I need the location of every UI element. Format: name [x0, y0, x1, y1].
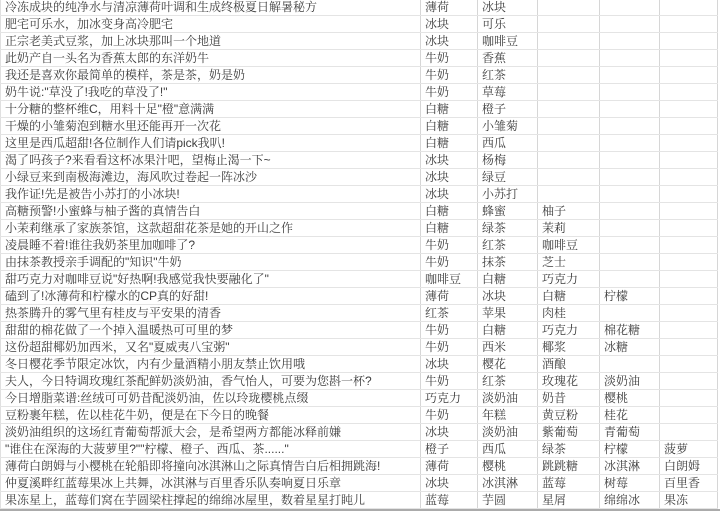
ingredient-cell-3[interactable]: [538, 152, 600, 168]
ingredient-cell-5[interactable]: [660, 237, 718, 253]
ingredient-cell-1[interactable]: 牛奶: [421, 237, 478, 253]
ingredient-cell-4[interactable]: [600, 101, 660, 117]
table-row: [0, 0, 718, 16]
table-row: [0, 16, 718, 33]
ingredient-cell-4[interactable]: [600, 169, 660, 185]
ingredient-cell-3[interactable]: 玫瑰花: [538, 373, 600, 389]
ingredient-cell-3[interactable]: 巧克力: [538, 322, 600, 338]
ingredient-cell-1[interactable]: 咖啡豆: [421, 271, 478, 287]
recipe-quote-cell[interactable]: 小茉莉继承了家族茶馆，这款超甜花茶是她的开山之作: [0, 220, 421, 236]
ingredient-cell-1[interactable]: 巧克力: [421, 390, 478, 406]
ingredient-cell-2[interactable]: 冰淇淋: [478, 475, 538, 491]
ingredient-cell-5[interactable]: [660, 67, 718, 83]
ingredient-cell-5[interactable]: 菠萝: [660, 441, 718, 457]
table-row: [0, 101, 718, 118]
ingredient-cell-2[interactable]: 西米: [478, 339, 538, 355]
ingredient-cell-2[interactable]: 草莓: [478, 84, 538, 100]
table-row: [0, 322, 718, 339]
ingredient-cell-4[interactable]: 冰糖: [600, 339, 660, 355]
ingredient-cell-4[interactable]: [600, 84, 660, 100]
ingredient-cell-4[interactable]: 棉花糖: [600, 322, 660, 338]
table-row: [0, 135, 718, 152]
ingredient-cell-3[interactable]: 酒酿: [538, 356, 600, 372]
recipe-quote-cell[interactable]: 夫人，今日特调玫瑰红茶配鲜奶淡奶油，香气怡人，可要为您斟一杯?: [0, 373, 421, 389]
ingredient-cell-3[interactable]: 椰浆: [538, 339, 600, 355]
table-row: [0, 475, 718, 492]
ingredient-cell-3[interactable]: 咖啡豆: [538, 237, 600, 253]
ingredient-cell-3[interactable]: [538, 33, 600, 49]
ingredient-cell-3[interactable]: [538, 118, 600, 134]
recipe-quote-cell[interactable]: 干燥的小雏菊泡到糖水里还能再开一次花: [0, 118, 421, 134]
ingredient-cell-5[interactable]: [660, 203, 718, 219]
ingredient-cell-1[interactable]: 冰块: [421, 152, 478, 168]
ingredient-cell-4[interactable]: 绵绵冰: [600, 492, 660, 508]
ingredient-cell-1[interactable]: 牛奶: [421, 322, 478, 338]
ingredient-cell-5[interactable]: [660, 169, 718, 185]
recipe-quote-cell[interactable]: 这份超甜椰奶加西米，又名"夏威夷八宝粥": [0, 339, 421, 355]
ingredient-cell-5[interactable]: [660, 356, 718, 372]
recipe-quote-cell[interactable]: 高糖预警!小蜜蜂与柚子酱的真情告白: [0, 203, 421, 219]
ingredient-cell-3[interactable]: 跳跳糖: [538, 458, 600, 474]
ingredient-cell-2[interactable]: 冰块: [478, 288, 538, 304]
ingredient-cell-2[interactable]: 咖啡豆: [478, 33, 538, 49]
ingredient-cell-3[interactable]: 芝士: [538, 254, 600, 270]
ingredient-cell-3[interactable]: [538, 0, 600, 15]
ingredient-cell-2[interactable]: 冰块: [478, 0, 538, 15]
table-row: [0, 186, 718, 203]
ingredient-cell-5[interactable]: [660, 271, 718, 287]
ingredient-cell-5[interactable]: [660, 407, 718, 423]
recipe-quote-cell[interactable]: 渴了吗孩子?来看看这杯冰果汁吧，望梅止渴一下~: [0, 152, 421, 168]
table-row: [0, 169, 718, 186]
ingredient-cell-1[interactable]: 冰块: [421, 424, 478, 440]
ingredient-cell-4[interactable]: 淡奶油: [600, 373, 660, 389]
ingredient-cell-2[interactable]: 绿豆: [478, 169, 538, 185]
recipe-quote-cell[interactable]: 今日增脂菜谱:丝绒可可奶昔配淡奶油，佐以玲珑樱桃点缀: [0, 390, 421, 406]
ingredient-cell-3[interactable]: 紫葡萄: [538, 424, 600, 440]
recipe-quote-cell[interactable]: 我还是喜欢你最简单的模样，茶是茶，奶是奶: [0, 67, 421, 83]
ingredient-cell-1[interactable]: 冰块: [421, 186, 478, 202]
ingredient-cell-4[interactable]: [600, 67, 660, 83]
table-row: [0, 203, 718, 220]
ingredient-cell-1[interactable]: 白糖: [421, 135, 478, 151]
ingredient-cell-2[interactable]: 杨梅: [478, 152, 538, 168]
ingredient-cell-1[interactable]: 牛奶: [421, 339, 478, 355]
recipe-quote-cell[interactable]: 小绿豆来到南极海滩边，海风吹过卷起一阵冰沙: [0, 169, 421, 185]
ingredient-cell-4[interactable]: [600, 118, 660, 134]
ingredient-cell-5[interactable]: [660, 101, 718, 117]
ingredient-cell-2[interactable]: 西瓜: [478, 441, 538, 457]
ingredient-cell-2[interactable]: 抹茶: [478, 254, 538, 270]
ingredient-cell-4[interactable]: 桂花: [600, 407, 660, 423]
ingredient-cell-3[interactable]: 白糖: [538, 288, 600, 304]
ingredient-cell-1[interactable]: 红茶: [421, 305, 478, 321]
ingredient-cell-1[interactable]: 冰块: [421, 16, 478, 32]
ingredient-cell-4[interactable]: 树莓: [600, 475, 660, 491]
ingredient-cell-2[interactable]: 樱桃: [478, 458, 538, 474]
ingredient-cell-2[interactable]: 年糕: [478, 407, 538, 423]
ingredient-cell-2[interactable]: 红茶: [478, 237, 538, 253]
ingredient-cell-3[interactable]: [538, 16, 600, 32]
ingredient-cell-4[interactable]: 青葡萄: [600, 424, 660, 440]
recipe-quote-cell[interactable]: 豆粉裹年糕，佐以桂花牛奶，便是在下今日的晚餐: [0, 407, 421, 423]
table-row: [0, 67, 718, 84]
table-row: [0, 492, 718, 509]
ingredient-cell-3[interactable]: 茉莉: [538, 220, 600, 236]
ingredient-cell-3[interactable]: [538, 135, 600, 151]
ingredient-cell-3[interactable]: 柚子: [538, 203, 600, 219]
table-row: [0, 50, 718, 67]
ingredient-cell-3[interactable]: 巧克力: [538, 271, 600, 287]
ingredient-cell-1[interactable]: 薄荷: [421, 458, 478, 474]
recipe-quote-cell[interactable]: 淡奶油组织的这场红青葡萄帮派大会，是希望两方都能冰释前嫌: [0, 424, 421, 440]
ingredient-cell-3[interactable]: [538, 50, 600, 66]
table-row: [0, 220, 718, 237]
table-row: [0, 254, 718, 271]
ingredient-cell-2[interactable]: 白糖: [478, 271, 538, 287]
recipe-quote-cell[interactable]: 果冻星上，蓝莓们窝在芋圆梁柱撑起的绵绵冰屋里，数着星星打盹儿: [0, 492, 421, 508]
ingredient-cell-4[interactable]: [600, 16, 660, 32]
ingredient-cell-1[interactable]: 牛奶: [421, 84, 478, 100]
recipe-quote-cell[interactable]: 这里是西瓜超甜!各位制作人们请pick我叭!: [0, 135, 421, 151]
ingredient-cell-4[interactable]: [600, 50, 660, 66]
ingredient-cell-5[interactable]: [660, 186, 718, 202]
table-row: [0, 356, 718, 373]
ingredient-cell-2[interactable]: 绿茶: [478, 220, 538, 236]
ingredient-cell-1[interactable]: 薄荷: [421, 288, 478, 304]
ingredient-cell-4[interactable]: 柠檬: [600, 288, 660, 304]
ingredient-cell-3[interactable]: [538, 186, 600, 202]
ingredient-cell-3[interactable]: 黄豆粉: [538, 407, 600, 423]
ingredient-cell-5[interactable]: [660, 152, 718, 168]
recipe-quote-cell[interactable]: 甜巧克力对咖啡豆说"好热啊!我感觉我快要融化了": [0, 271, 421, 287]
ingredient-cell-4[interactable]: [600, 254, 660, 270]
recipe-quote-cell[interactable]: 由抹茶教授亲手调配的"知识"牛奶: [0, 254, 421, 270]
ingredient-cell-4[interactable]: [600, 220, 660, 236]
ingredient-cell-1[interactable]: 蓝莓: [421, 492, 478, 508]
table-row: [0, 407, 718, 424]
ingredient-cell-4[interactable]: [600, 305, 660, 321]
ingredient-cell-5[interactable]: [660, 220, 718, 236]
ingredient-cell-4[interactable]: [600, 0, 660, 15]
recipe-quote-cell[interactable]: 磕到了!冰薄荷和柠檬水的CP真的好甜!: [0, 288, 421, 304]
table-row: [0, 424, 718, 441]
ingredient-cell-5[interactable]: [660, 135, 718, 151]
ingredient-cell-5[interactable]: [660, 118, 718, 134]
table-row: [0, 458, 718, 475]
ingredient-cell-5[interactable]: [660, 339, 718, 355]
ingredient-cell-2[interactable]: 红茶: [478, 373, 538, 389]
ingredient-cell-5[interactable]: 果冻: [660, 492, 718, 508]
ingredient-cell-1[interactable]: 白糖: [421, 118, 478, 134]
recipe-quote-cell[interactable]: 凌晨睡不着!谁往我奶茶里加咖啡了?: [0, 237, 421, 253]
ingredient-cell-1[interactable]: 白糖: [421, 220, 478, 236]
ingredient-cell-3[interactable]: 星屑: [538, 492, 600, 508]
ingredient-cell-3[interactable]: 奶昔: [538, 390, 600, 406]
table-row: [0, 339, 718, 356]
ingredient-cell-2[interactable]: 红茶: [478, 67, 538, 83]
table-row: [0, 152, 718, 169]
ingredient-cell-3[interactable]: [538, 67, 600, 83]
ingredient-cell-1[interactable]: 牛奶: [421, 50, 478, 66]
ingredient-cell-2[interactable]: 可乐: [478, 16, 538, 32]
table-row: [0, 33, 718, 50]
ingredient-cell-1[interactable]: 牛奶: [421, 407, 478, 423]
ingredient-cell-3[interactable]: 绿茶: [538, 441, 600, 457]
ingredient-cell-2[interactable]: 蜂蜜: [478, 203, 538, 219]
table-row: [0, 305, 718, 322]
ingredient-cell-1[interactable]: 冰块: [421, 475, 478, 491]
ingredient-cell-3[interactable]: [538, 84, 600, 100]
ingredient-cell-1[interactable]: 冰块: [421, 356, 478, 372]
ingredient-cell-3[interactable]: [538, 101, 600, 117]
ingredient-cell-5[interactable]: [660, 0, 718, 15]
ingredient-cell-2[interactable]: 苹果: [478, 305, 538, 321]
recipe-quote-cell[interactable]: 十分糖的整杯维C，用料十足"橙"意满满: [0, 101, 421, 117]
table-row: [0, 441, 718, 458]
ingredient-cell-5[interactable]: [660, 288, 718, 304]
ingredient-cell-2[interactable]: 西瓜: [478, 135, 538, 151]
ingredient-cell-3[interactable]: [538, 169, 600, 185]
recipe-quote-cell[interactable]: 我作证!先是被告小苏打的小冰块!: [0, 186, 421, 202]
recipe-quote-cell[interactable]: 肥宅可乐水，加冰变身高冷肥宅: [0, 16, 421, 32]
table-row: [0, 373, 718, 390]
ingredient-cell-4[interactable]: [600, 237, 660, 253]
ingredient-cell-4[interactable]: [600, 152, 660, 168]
ingredient-cell-2[interactable]: 橙子: [478, 101, 538, 117]
ingredient-cell-5[interactable]: 百里香: [660, 475, 718, 491]
ingredient-cell-2[interactable]: 淡奶油: [478, 390, 538, 406]
recipe-quote-cell[interactable]: 甜甜的棉花做了一个掉入温暖热可可里的梦: [0, 322, 421, 338]
ingredient-cell-1[interactable]: 牛奶: [421, 373, 478, 389]
ingredient-cell-3[interactable]: 蓝莓: [538, 475, 600, 491]
table-row: [0, 84, 718, 101]
ingredient-cell-5[interactable]: [660, 84, 718, 100]
ingredient-cell-1[interactable]: 白糖: [421, 101, 478, 117]
ingredient-cell-1[interactable]: 薄荷: [421, 0, 478, 15]
recipe-quote-cell[interactable]: 薄荷白朗姆与小樱桃在轮船即将撞向冰淇淋山之际真情告白后相拥跳海!: [0, 458, 421, 474]
ingredient-cell-4[interactable]: 柠檬: [600, 441, 660, 457]
ingredient-cell-4[interactable]: [600, 356, 660, 372]
recipe-quote-cell[interactable]: 此奶产自一头名为香蕉太郎的东洋奶牛: [0, 50, 421, 66]
ingredient-cell-2[interactable]: 小苏打: [478, 186, 538, 202]
ingredient-cell-5[interactable]: [660, 322, 718, 338]
ingredient-cell-1[interactable]: 牛奶: [421, 67, 478, 83]
ingredient-cell-1[interactable]: 牛奶: [421, 254, 478, 270]
ingredient-cell-1[interactable]: 冰块: [421, 33, 478, 49]
table-row: [0, 118, 718, 135]
ingredient-cell-2[interactable]: 淡奶油: [478, 424, 538, 440]
ingredient-cell-5[interactable]: [660, 16, 718, 32]
ingredient-cell-2[interactable]: 白糖: [478, 322, 538, 338]
recipe-quote-cell[interactable]: 奶牛说:"草没了!我吃的草没了!": [0, 84, 421, 100]
ingredient-cell-4[interactable]: [600, 33, 660, 49]
ingredient-cell-1[interactable]: 冰块: [421, 169, 478, 185]
ingredient-cell-2[interactable]: 芋圆: [478, 492, 538, 508]
ingredient-cell-5[interactable]: [660, 373, 718, 389]
recipe-quote-cell[interactable]: 冬日樱花季节限定冰饮，内有少量酒精小朋友禁止饮用哦: [0, 356, 421, 372]
table-row: [0, 237, 718, 254]
table-row: [0, 390, 718, 407]
ingredient-cell-4[interactable]: [600, 203, 660, 219]
table-row: [0, 271, 718, 288]
ingredient-cell-5[interactable]: [660, 424, 718, 440]
ingredient-cell-5[interactable]: [660, 254, 718, 270]
ingredient-cell-5[interactable]: [660, 305, 718, 321]
ingredient-cell-4[interactable]: [600, 186, 660, 202]
ingredient-cell-2[interactable]: 香蕉: [478, 50, 538, 66]
recipe-quote-cell[interactable]: 正宗老美式豆浆，加上冰块那叫一个地道: [0, 33, 421, 49]
ingredient-cell-5[interactable]: [660, 50, 718, 66]
ingredient-cell-4[interactable]: [600, 271, 660, 287]
ingredient-cell-4[interactable]: 樱桃: [600, 390, 660, 406]
ingredient-cell-2[interactable]: 樱花: [478, 356, 538, 372]
recipe-quote-cell[interactable]: 仲夏溪畔红蓝莓果冰上共舞，冰淇淋与百里香乐队奏响夏日乐章: [0, 475, 421, 491]
recipe-quote-cell[interactable]: 冷冻成块的纯净水与清凉薄荷叶调和生成终极夏日解暑秘方: [0, 0, 421, 15]
ingredient-cell-1[interactable]: 橙子: [421, 441, 478, 457]
ingredient-cell-3[interactable]: 肉桂: [538, 305, 600, 321]
ingredient-cell-4[interactable]: [600, 135, 660, 151]
ingredient-cell-2[interactable]: 小雏菊: [478, 118, 538, 134]
recipe-quote-cell[interactable]: 热茶腾升的雾气里有桂皮与平安果的清香: [0, 305, 421, 321]
ingredient-cell-5[interactable]: 白朗姆: [660, 458, 718, 474]
ingredient-cell-5[interactable]: [660, 33, 718, 49]
recipe-quote-cell[interactable]: "谁住在深海的大菠萝里?""柠檬、橙子、西瓜、茶......": [0, 441, 421, 457]
ingredient-cell-4[interactable]: 冰淇淋: [600, 458, 660, 474]
ingredient-cell-1[interactable]: 白糖: [421, 203, 478, 219]
ingredient-cell-5[interactable]: [660, 390, 718, 406]
table-row: [0, 288, 718, 305]
